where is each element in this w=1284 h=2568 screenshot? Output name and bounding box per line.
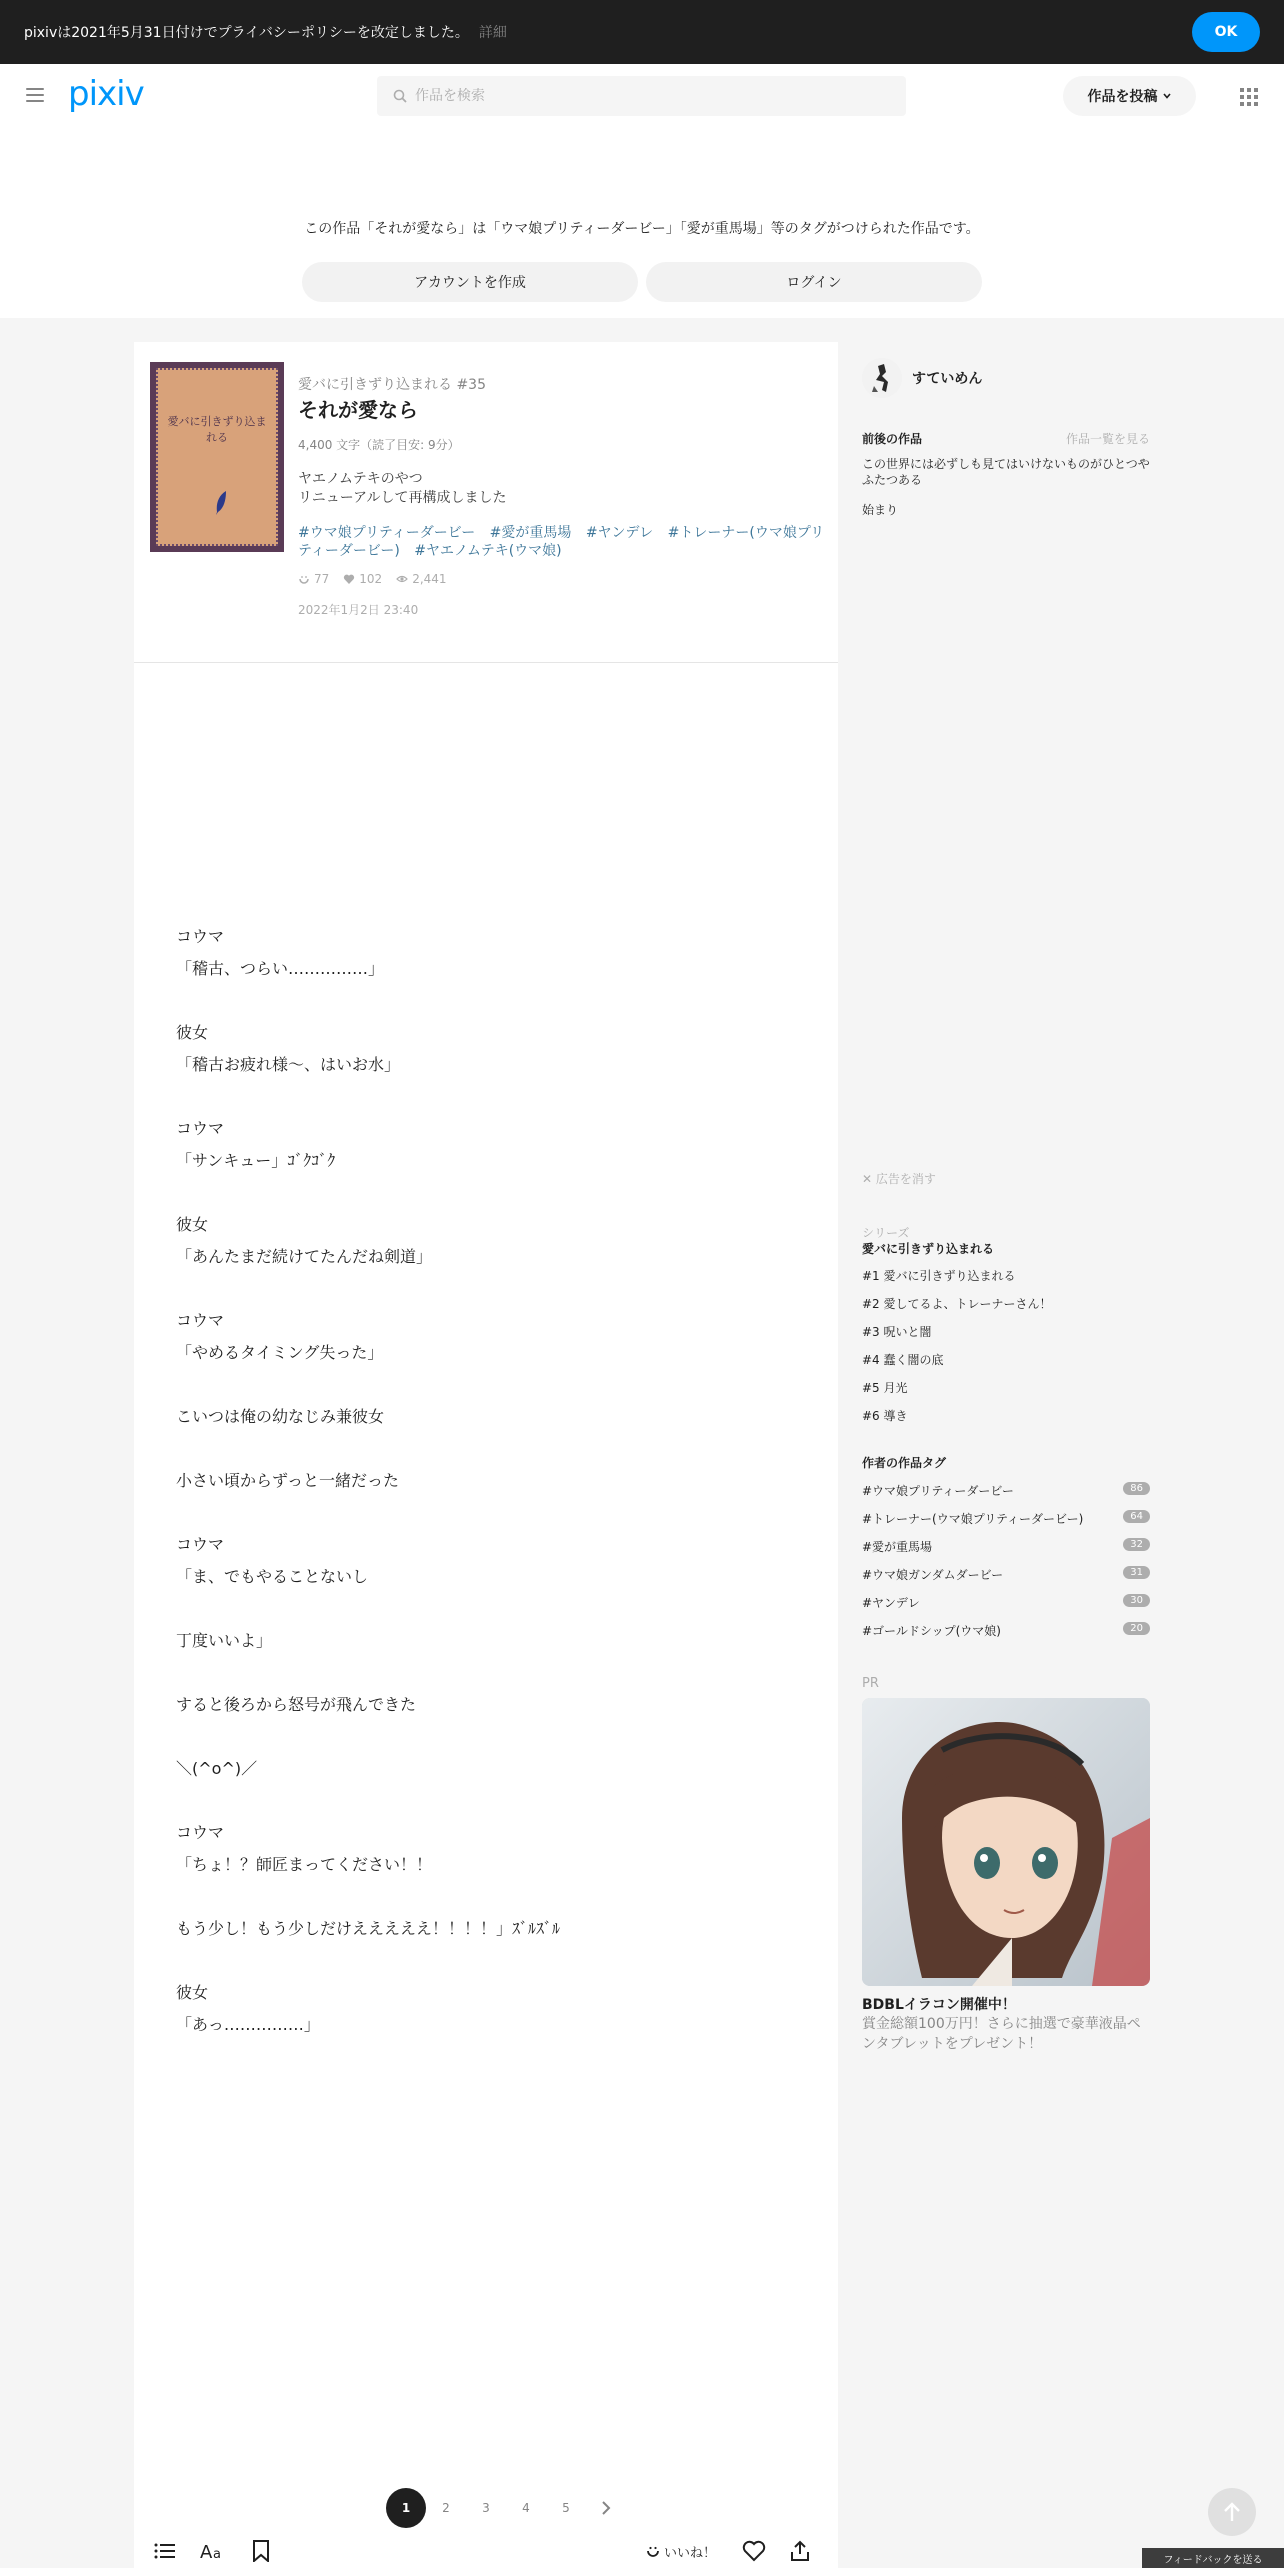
privacy-notice-bar [0,0,1284,64]
heart-icon [343,573,355,585]
avatar[interactable] [862,358,902,398]
feather-icon [214,490,228,516]
series-item[interactable]: #3 呪いと闇 [862,1325,932,1339]
tag-count-badge: 64 [1123,1510,1150,1523]
post-work-label: 作品を投稿 [1087,89,1158,105]
apps-grid-icon[interactable] [1240,88,1258,106]
caption-line: リニューアルして再構成しました [298,490,507,506]
author-tags-label: 作者の作品タグ [862,1456,947,1470]
tag-count-badge: 32 [1123,1538,1150,1551]
tag-count-badge: 30 [1123,1594,1150,1607]
like-button[interactable] [646,2538,716,2564]
close-icon: ✕ [862,1172,873,1186]
body-line: 「ちょ！？師匠まってください！！ [176,1855,433,1874]
pr-desc-line: ンタブレットをプレゼント！ [862,2036,1043,2052]
tag-name: #トレーナー(ウマ娘プリティーダービー) [862,1512,1084,1526]
series-section-label: シリーズ [862,1226,910,1240]
tag-count-badge: 86 [1123,1482,1150,1495]
series-item[interactable]: #6 導き [862,1409,908,1423]
series-label[interactable]: 愛バに引きずり込まれる #35 [298,377,486,393]
share-button[interactable] [790,2538,810,2564]
search-input[interactable] [415,88,875,104]
svg-text:a: a [213,2547,221,2562]
tag-link[interactable]: #ヤエノムテキ(ウマ娘) [414,543,562,559]
author-name[interactable]: すていめん [912,371,983,387]
eye-icon [396,573,408,585]
tag-name: #ゴールドシップ(ウマ娘) [862,1624,1001,1638]
body-line: 小さい頃からずっと一緒だった [176,1471,400,1490]
tag-name: #ウマ娘プリティーダービー [862,1484,1014,1498]
bookmark-icon [252,2540,270,2562]
bookmarks-count: 102 [359,572,383,586]
post-work-button[interactable] [1063,76,1196,116]
novel-main-card [134,342,838,2568]
bookmarks-stat [343,572,382,586]
author-tag-row[interactable] [862,1566,1150,1583]
series-item[interactable]: #1 愛バに引きずり込まれる [862,1269,1016,1283]
author-tag-row[interactable] [862,1538,1150,1555]
body-line: コウマ [176,1535,225,1554]
scroll-to-top-button[interactable] [1208,2488,1256,2536]
tag-count-badge: 31 [1123,1566,1150,1579]
likes-stat [298,572,329,586]
likes-count: 77 [314,572,330,586]
body-line: ＼(^o^)／ [176,1759,258,1778]
divider [134,662,838,663]
page-button[interactable]: 3 [482,2501,490,2515]
work-caption [298,470,506,508]
nearby-works-label: 前後の作品 [862,432,923,446]
site-header [0,64,1284,128]
work-stats [298,572,447,586]
body-line: 彼女 [176,1983,209,2002]
body-line: 丁度いいよ」 [176,1631,273,1650]
pr-title[interactable]: BDBLイラコン開催中！ [862,1997,1016,2013]
post-date: 2022年1月2日 23:40 [298,603,419,617]
body-line: コウマ [176,1119,225,1138]
see-all-works-link[interactable]: 作品一覧を見る [1065,432,1150,446]
page-button[interactable]: 5 [562,2501,570,2515]
smile-icon [646,2544,660,2558]
series-item[interactable]: #2 愛してるよ、トレーナーさん！ [862,1297,1052,1311]
tag-link[interactable]: #ウマ娘プリティーダービー [298,525,476,541]
work-tags [298,524,826,560]
views-count: 2,441 [412,572,447,586]
pr-description [862,2014,1150,2054]
tag-link[interactable]: #トレーナー(ウマ娘プリティーダービー) [298,525,825,559]
body-line: 彼女 [176,1023,209,1042]
nearby-work-item[interactable]: 始まり [862,503,899,517]
author-tag-row[interactable] [862,1594,1150,1611]
nearby-work-item[interactable]: この世界には必ずしも見てはいけないものがひとつやふたつある [862,457,1150,487]
chevron-down-icon [1162,91,1172,101]
share-icon [790,2540,810,2562]
body-line: 「やめるタイミング失った」 [176,1343,384,1362]
tag-link[interactable]: #ヤンデレ [585,525,654,541]
body-line: 「あっ……………」 [176,2015,320,2034]
cover-title: 愛バに引きずり込まれる [167,415,267,444]
toc-button[interactable] [154,2538,176,2564]
tag-name: #愛が重馬場 [862,1540,933,1554]
body-line: 「サンキュー」ｺﾞｸｺﾞｸ [176,1151,336,1170]
svg-text:A: A [200,2542,213,2562]
tag-name: #ウマ娘ガンダムダービー [862,1568,1004,1582]
reader-toolbar [134,2534,838,2568]
favorite-button[interactable] [742,2538,766,2564]
author-tag-row[interactable] [862,1482,1150,1499]
body-line: すると後ろから怒号が飛んできた [176,1695,417,1714]
bookmark-button[interactable] [252,2538,270,2564]
intro-text: この作品「それが愛なら」は「ウマ娘プリティーダービー」「愛が重馬場」等のタグがつけられた作品です。 [304,221,980,237]
author-row[interactable] [862,358,982,398]
pr-label: PR [862,1676,879,1691]
hide-ad-button[interactable] [862,1170,936,1187]
menu-icon[interactable] [26,88,44,102]
pagination [386,2488,626,2528]
create-account-button[interactable]: アカウントを作成 [302,262,638,302]
body-line: もう少し！もう少しだけえええええ！！！！」ｽﾞﾙｽﾞﾙ [176,1919,561,1938]
font-size-icon [200,2540,228,2562]
body-line: コウマ [176,927,225,946]
hide-ad-label: 広告を消す [875,1172,936,1186]
series-item[interactable]: #4 蠢く闇の底 [862,1353,944,1367]
feedback-button[interactable]: フィードバックを送る [1142,2548,1284,2568]
novel-cover[interactable] [150,362,284,552]
page-button[interactable]: 4 [522,2501,530,2515]
caption-line: ヤエノムテキのやつ [298,471,423,487]
body-line: 「稽古お疲れ様〜、はいお水」 [176,1055,401,1074]
notice-details-link[interactable]: 詳細 [478,25,507,41]
smile-icon [298,573,310,585]
login-button[interactable]: ログイン [646,262,982,302]
next-page-button[interactable] [586,2488,626,2528]
word-count: 4,400 文字（読了目安: 9分） [298,438,460,452]
author-tag-row[interactable] [862,1510,1150,1527]
arrow-up-icon [1222,2501,1242,2523]
body-line: 彼女 [176,1215,209,1234]
body-line: コウマ [176,1823,225,1842]
search-box[interactable] [377,76,906,116]
heart-outline-icon [742,2540,766,2562]
body-line: こいつは俺の幼なじみ兼彼女 [176,1407,385,1426]
body-line: 「稽古、つらい……………」 [176,959,385,978]
list-icon [154,2542,176,2560]
pixiv-logo[interactable]: pixiv [68,74,144,114]
notice-text: pixivは2021年5月31日付けでプライバシーポリシーを改定しました。 [24,25,469,41]
page-button[interactable]: 2 [442,2501,450,2515]
series-title[interactable]: 愛バに引きずり込まれる [862,1242,995,1256]
body-line: コウマ [176,1311,225,1330]
like-label: いいね！ [664,2545,717,2561]
work-title: それが愛なら [298,398,418,422]
body-line: 「あんたまだ続けてたんだね剣道」 [176,1247,433,1266]
chevron-right-icon [600,2500,612,2516]
body-line: 「ま、でもやることないし [176,1567,369,1586]
author-tag-row[interactable] [862,1622,1150,1639]
pr-banner-image[interactable] [862,1698,1150,1986]
intro-section [0,128,1284,318]
font-settings-button[interactable] [200,2538,228,2564]
page-button[interactable]: 1 [386,2488,426,2528]
tag-link[interactable]: #愛が重馬場 [489,525,572,541]
pr-desc-line: 賞金総額100万円！さらに抽選で豪華液晶ペ [862,2016,1141,2032]
views-stat [396,572,446,586]
series-item[interactable]: #5 月光 [862,1381,908,1395]
search-icon [393,89,407,103]
tag-count-badge: 20 [1123,1622,1150,1635]
ok-button[interactable]: OK [1192,12,1260,52]
tag-name: #ヤンデレ [862,1596,920,1610]
